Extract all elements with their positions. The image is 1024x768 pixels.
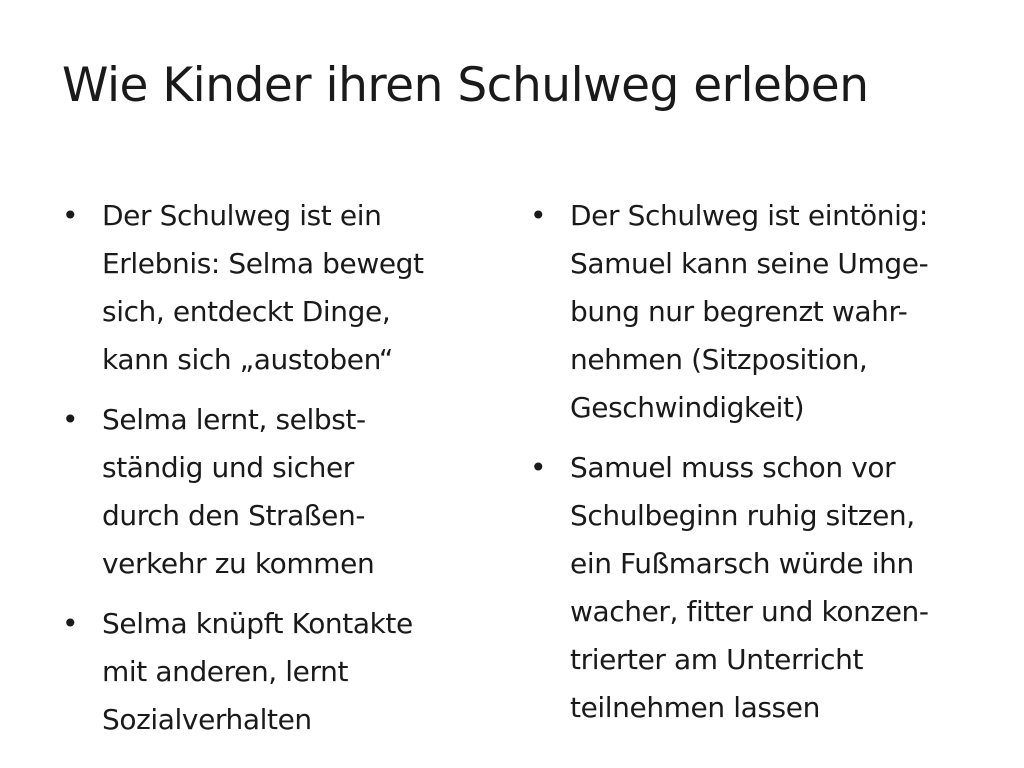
bullet-text-line: Erlebnis: Selma bewegt bbox=[102, 247, 424, 280]
bullet-text-line: Der Schulweg ist ein bbox=[102, 199, 382, 232]
bullet-item bbox=[62, 192, 482, 384]
right-bullet-list bbox=[530, 192, 1000, 744]
bullet-text-line: Sozialverhalten bbox=[102, 703, 312, 736]
bullet-text-line: Samuel muss schon vor bbox=[570, 451, 896, 484]
bullet-icon: • bbox=[62, 607, 79, 640]
bullet-icon: • bbox=[62, 403, 79, 436]
bullet-text-line: durch den Straßen- bbox=[102, 499, 366, 532]
bullet-icon: • bbox=[62, 199, 79, 232]
bullet-text-line: trierter am Unterricht bbox=[570, 643, 864, 676]
bullet-text-line: bung nur begrenzt wahr- bbox=[570, 295, 908, 328]
bullet-item bbox=[530, 444, 1000, 732]
bullet-text-line: Geschwindigkeit) bbox=[570, 391, 805, 424]
bullet-text-line: teilnehmen lassen bbox=[570, 691, 820, 724]
bullet-text-line: ein Fußmarsch würde ihn bbox=[570, 547, 914, 580]
left-bullet-list bbox=[62, 192, 482, 756]
bullet-text-line: Schulbeginn ruhig sitzen, bbox=[570, 499, 915, 532]
bullet-item bbox=[62, 600, 482, 744]
bullet-text-line: nehmen (Sitzposition, bbox=[570, 343, 868, 376]
bullet-text-line: wacher, fitter und konzen- bbox=[570, 595, 929, 628]
slide-title: Wie Kinder ihren Schulweg erleben bbox=[62, 58, 869, 113]
bullet-text-line: Der Schulweg ist eintönig: bbox=[570, 199, 928, 232]
bullet-text-line: Selma lernt, selbst- bbox=[102, 403, 366, 436]
bullet-item bbox=[530, 192, 1000, 432]
bullet-icon: • bbox=[530, 451, 547, 484]
bullet-text-line: ständig und sicher bbox=[102, 451, 354, 484]
bullet-text-line: Selma knüpft Kontakte bbox=[102, 607, 413, 640]
bullet-text-line: mit anderen, lernt bbox=[102, 655, 349, 688]
bullet-text-line: kann sich „austoben“ bbox=[102, 343, 394, 376]
bullet-icon: • bbox=[530, 199, 547, 232]
bullet-text-line: Samuel kann seine Umge- bbox=[570, 247, 929, 280]
bullet-item bbox=[62, 396, 482, 588]
bullet-text-line: sich, entdeckt Dinge, bbox=[102, 295, 391, 328]
bullet-text-line: verkehr zu kommen bbox=[102, 547, 375, 580]
